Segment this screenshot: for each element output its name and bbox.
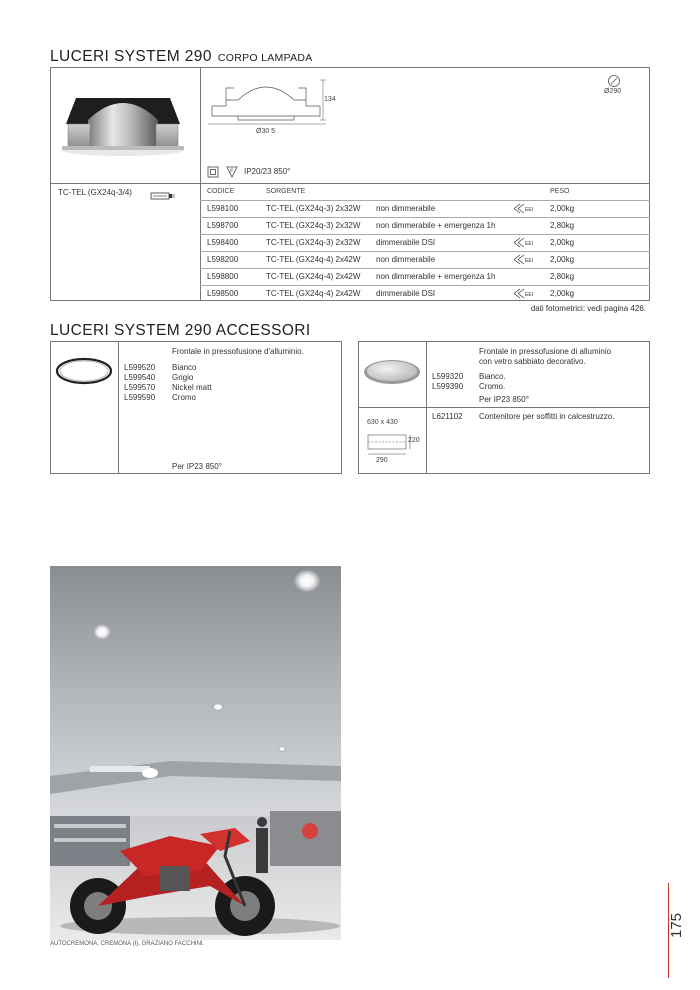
row-weight: 2,00kg [550,255,575,264]
table-row [200,286,650,302]
item-code: L599570 [124,383,156,392]
cutout-circle-icon [607,74,621,88]
accessory-left-rating: Per IP23 850° [172,462,222,471]
section1-title-text: LUCERI SYSTEM 290 [50,48,212,65]
item-finish: Cromo [172,393,197,402]
ballast-class-icon [512,288,534,301]
page-number: 175 [668,912,685,938]
row-type: dimmerabile DSI [376,289,436,298]
accessory-right-description [479,347,611,367]
divider-horizontal [50,183,650,184]
glass-front-image [362,356,422,386]
item-code: L599320 [432,372,464,381]
container-description: Contenitore per soffitti in calcestruzzo. [479,412,615,421]
lamp-housing-photo [56,84,190,158]
table-row [200,201,650,217]
row-type: dimmerabile DSI [376,238,436,247]
container-dim-top: 630 x 430 [367,419,398,426]
divider-horizontal [358,407,650,408]
item-finish: Grigio [172,373,194,382]
divider-vertical [118,341,119,474]
ballast-class-text: EEI [525,258,534,264]
f-mark-icon [226,165,238,177]
item-finish: Bianco. [479,372,506,381]
accessory-right-rating: Per IP23 850° [479,395,529,404]
row-source: TC-TEL (GX24q-3) 2x32W [266,221,361,230]
container-drawing [364,429,420,459]
dimension-diameter: Ø290 [604,88,622,95]
accessory-left-description: Frontale in pressofusione d'alluminio. [172,347,304,356]
container-code: L621102 [432,412,463,421]
row-code: L598500 [207,289,239,298]
row-source: TC-TEL (GX24q-4) 2x42W [266,255,361,264]
item-finish: Cromo. [479,382,506,391]
row-source: TC-TEL (GX24q-4) 2x42W [266,289,361,298]
row-code: L598100 [207,204,239,213]
table-row [200,269,650,285]
svg-text:F: F [230,168,234,175]
item-code: L599390 [432,382,464,391]
item-finish: Nickel matt [172,383,212,392]
row-weight: 2,00kg [550,204,575,213]
row-code: L598800 [207,272,239,281]
row-code: L598400 [207,238,239,247]
accessory-right-finishes [479,372,506,392]
class-ii-icon [207,165,219,177]
dimension-width: Ø30 5 [256,128,276,135]
item-finish: Bianco [172,363,197,372]
row-source: TC-TEL (GX24q-3) 2x32W [266,204,361,213]
row-source: TC-TEL (GX24q-4) 2x42W [266,272,361,281]
section1-title [50,48,313,66]
front-ring-image [55,356,113,386]
dimension-height: 134 [324,96,336,103]
header-codice: CODICE [207,188,235,195]
accessory-left-finishes [172,363,212,403]
description-line: Frontale in pressofusione di alluminio [479,347,612,356]
item-code: L599590 [124,393,156,402]
lamp-technical-drawing [208,76,328,130]
row-type: non dimmerabile [376,204,436,213]
row-type: non dimmerabile + emergenza 1h [376,272,496,281]
row-weight: 2,00kg [550,238,575,247]
ballast-class-text: EEI [525,241,534,247]
row-code: L598700 [207,221,239,230]
ballast-class-icon [512,203,534,216]
row-type: non dimmerabile [376,255,436,264]
table-row [200,252,650,268]
photo-caption: AUTOCREMONA, CREMONA (I), GRAZIANO FACCHINI. [50,941,205,947]
showroom-photo [50,566,341,940]
accessory-right-codes [432,372,463,392]
container-dim-side: 220 [408,437,420,444]
lamp-type-label: TC-TEL (GX24q-3/4) [58,188,132,197]
section2-title: LUCERI SYSTEM 290 ACCESSORI [50,322,311,339]
row-weight: 2,80kg [550,221,575,230]
row-weight: 2,80kg [550,272,575,281]
row-weight: 2,00kg [550,289,575,298]
ballast-class-text: EEI [525,207,534,213]
section1-subtitle: CORPO LAMPADA [217,52,313,64]
row-type: non dimmerabile + emergenza 1h [376,221,496,230]
table-row [200,218,650,234]
accessory-left-codes [124,363,155,403]
ballast-class-icon [512,254,534,267]
item-code: L599540 [124,373,156,382]
row-code: L598200 [207,255,239,264]
header-peso: PESO [550,188,570,195]
item-code: L599520 [124,363,156,372]
ballast-class-icon [512,237,534,250]
ballast-class-text: EEI [525,292,534,298]
lamp-tube-icon [150,188,176,198]
header-sorgente: SORGENTE [266,188,306,195]
description-line: con vetro sabbiato decorativo. [479,357,586,366]
ip-rating: IP20/23 850° [244,167,291,176]
row-source: TC-TEL (GX24q-3) 2x32W [266,238,361,247]
container-dim-bottom: 290 [376,457,388,464]
table-row [200,235,650,251]
photometric-footnote: dati fotometrici: vedi pagina 426. [530,304,646,313]
